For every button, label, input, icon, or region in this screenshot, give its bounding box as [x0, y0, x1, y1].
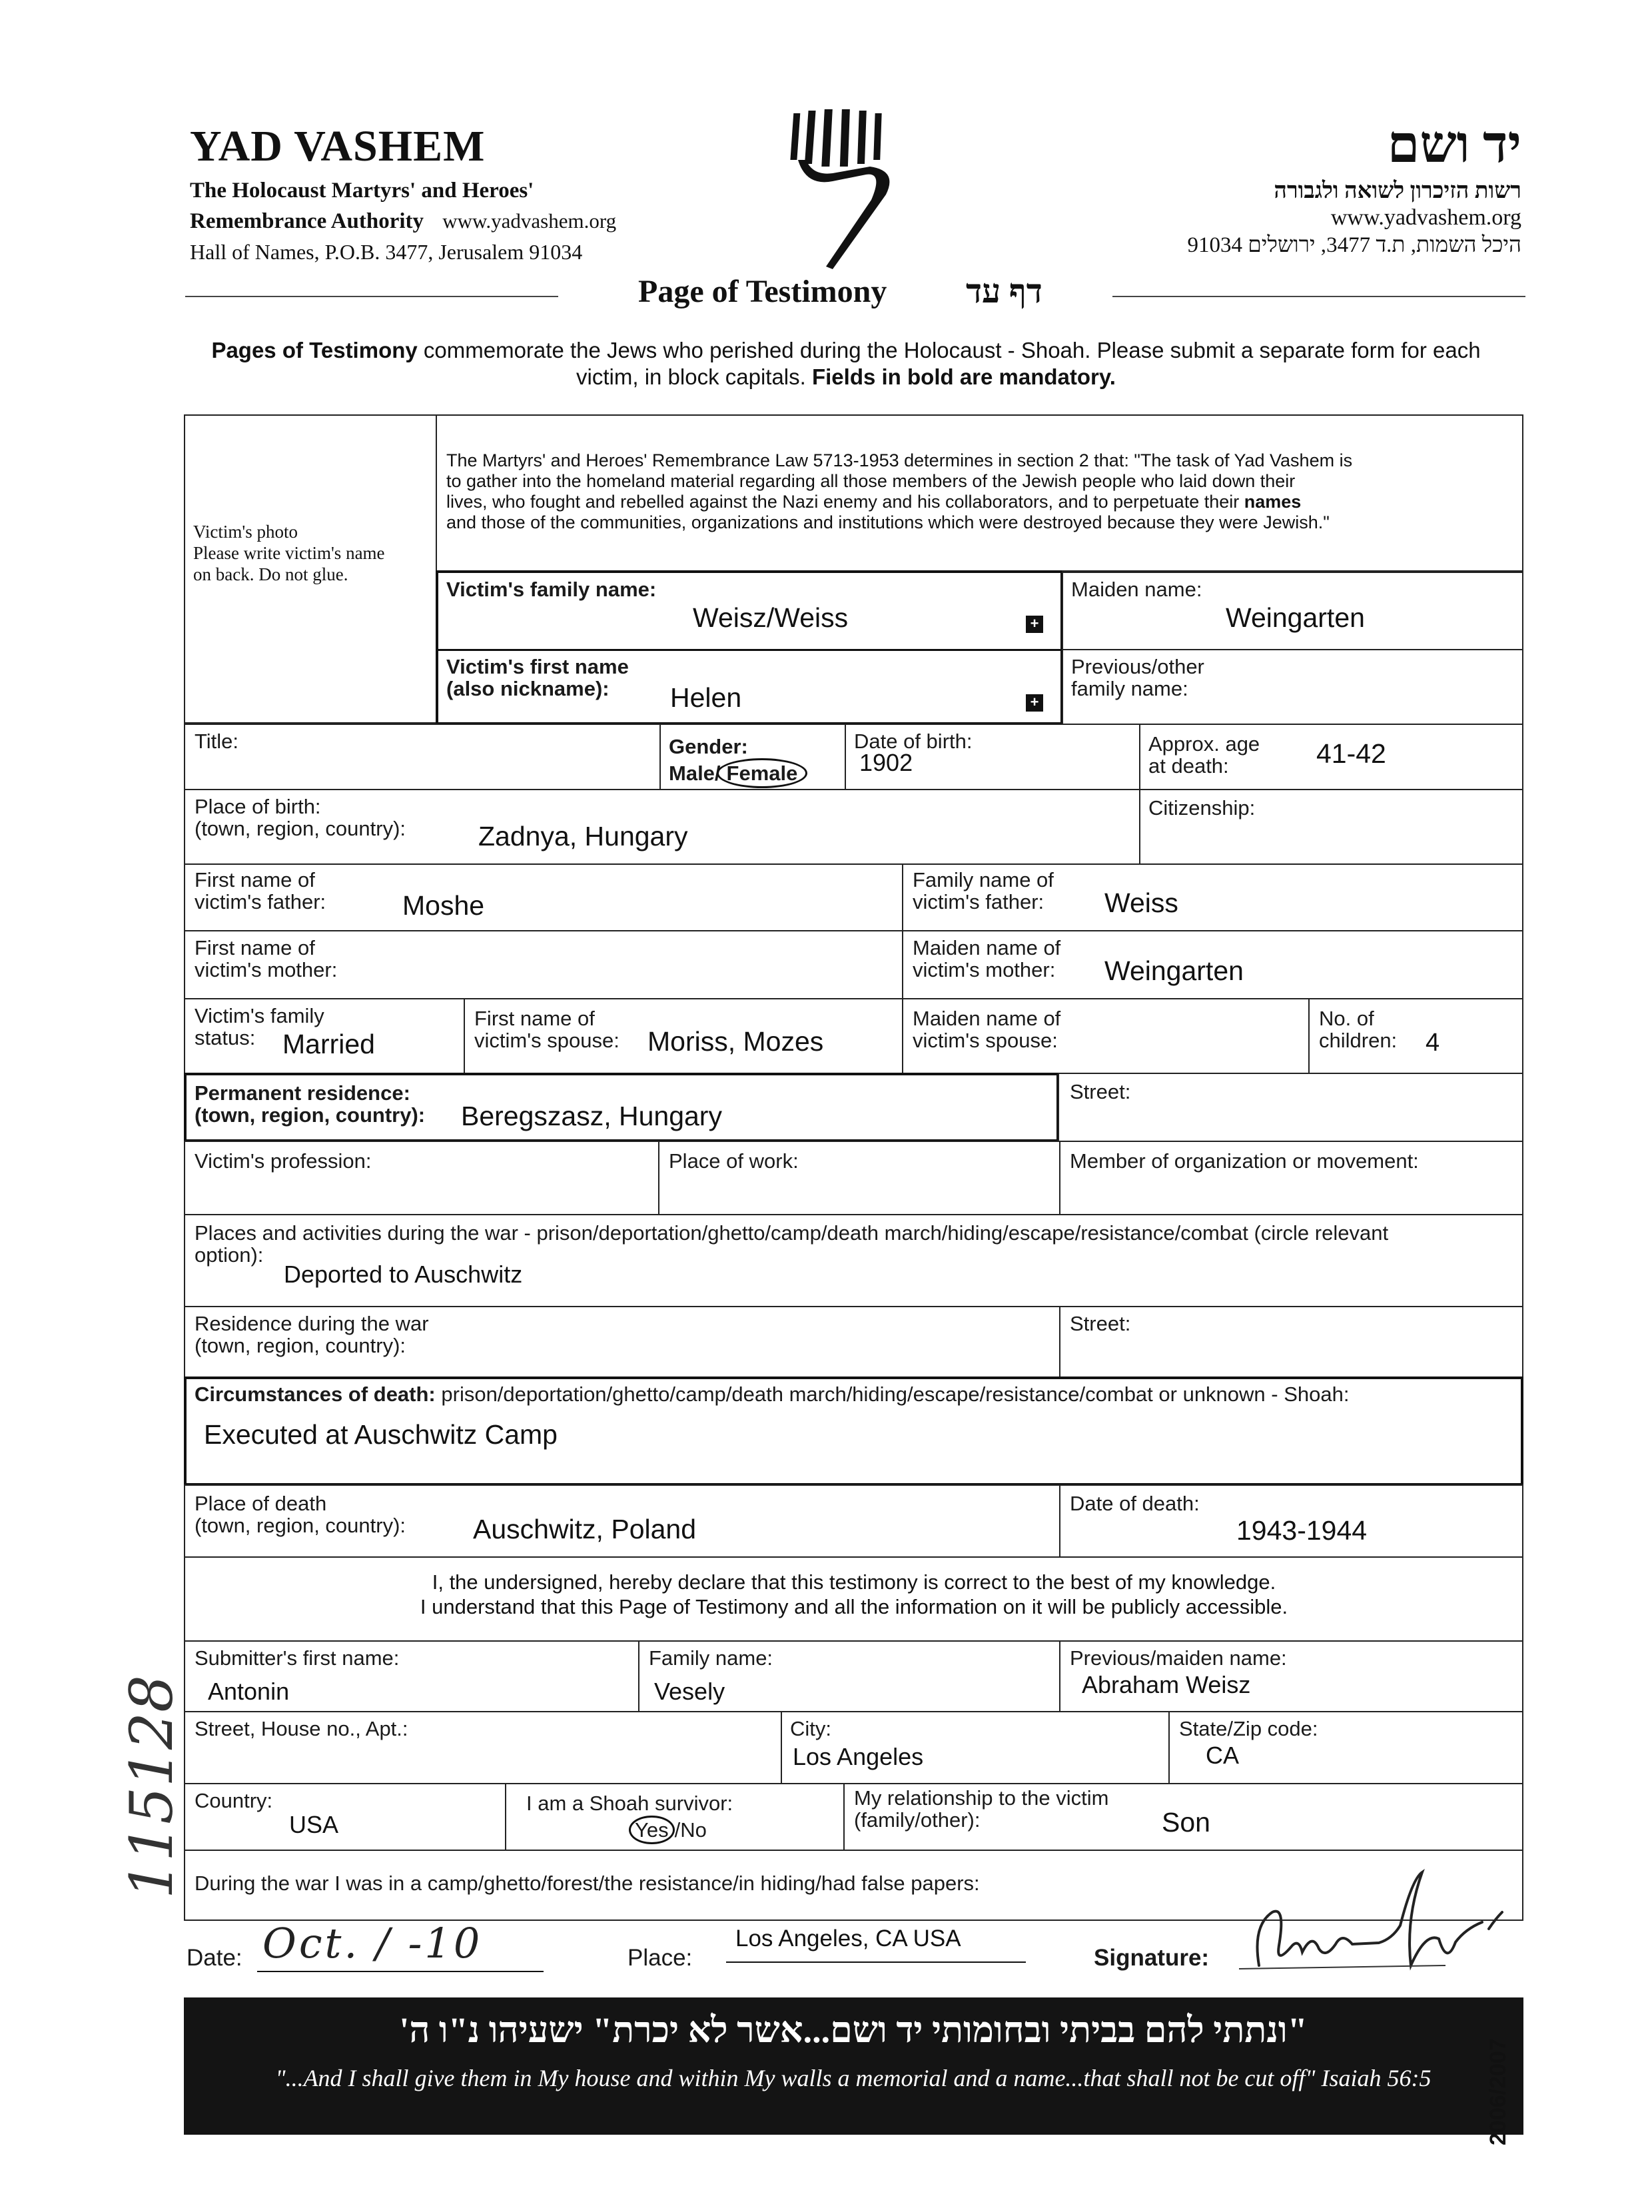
- survivor-yes[interactable]: Yes: [629, 1816, 675, 1844]
- residence-label: [195, 1082, 425, 1126]
- relationship-label: [854, 1787, 1108, 1831]
- gender-label-text: Gender:: [669, 735, 748, 758]
- mother-maiden-label1: Maiden name of: [913, 936, 1061, 959]
- family-status-label2: status:: [195, 1026, 256, 1049]
- submitter-street-label: Street, House no., Apt.:: [195, 1717, 408, 1740]
- war-places-label: [195, 1222, 1388, 1266]
- add-first-name-icon[interactable]: +: [1026, 694, 1043, 712]
- law-line4: and those of the communities, organizations and institutions which were destroyed because they were Jewish.": [446, 512, 1330, 532]
- org-address: Hall of Names, P.O.B. 3477, Jerusalem 91034: [190, 240, 583, 264]
- law-line3: [446, 492, 1512, 512]
- father-family-label2: victim's father:: [913, 890, 1044, 913]
- spouse-maiden-label2: victim's spouse:: [913, 1029, 1058, 1052]
- pod-label: [195, 1492, 406, 1536]
- survivor-label: I am a Shoah survivor:: [526, 1792, 733, 1815]
- death-circumstances-label-bold: Circumstances of death:: [195, 1382, 436, 1406]
- war-places-value: Deported to Auschwitz: [284, 1261, 523, 1288]
- father-first-value: Moshe: [402, 890, 485, 921]
- law-line3-text: lives, who fought and rebelled against the Nazi enemy and his collaborators, and to perpetuate their: [446, 492, 1244, 512]
- war-places-label1: Places and activities during the war - prison/deportation/ghetto/camp/death march/hiding/escape/resistance/combat (circle relevant: [195, 1221, 1389, 1245]
- age-label2: at death:: [1148, 754, 1229, 778]
- photo-instructions: [193, 521, 385, 585]
- father-family-label: [913, 869, 1054, 913]
- workplace-label: Place of work:: [669, 1149, 799, 1173]
- declaration-line2: I understand that this Page of Testimony and all the information on it will be publicly accessible.: [420, 1595, 1288, 1618]
- children-label1: No. of: [1319, 1007, 1374, 1030]
- maiden-name-label: Maiden name:: [1071, 578, 1202, 601]
- member-label: Member of organization or movement:: [1070, 1149, 1419, 1173]
- place-value: Los Angeles, CA USA: [735, 1926, 961, 1951]
- citizenship-label: Citizenship:: [1148, 796, 1256, 820]
- org-line2-text: Remembrance Authority: [190, 209, 424, 233]
- place-underline: [726, 1961, 1026, 1963]
- first-name-value: Helen: [670, 682, 742, 713]
- declaration-line1: I, the undersigned, hereby declare that this testimony is correct to the best of my knowledge.: [432, 1570, 1276, 1594]
- war-places-label2: option):: [195, 1243, 264, 1267]
- pob-label2: (town, region, country):: [195, 817, 406, 840]
- death-circumstances-value: Executed at Auschwitz Camp: [204, 1419, 558, 1450]
- submitter-first-label: Submitter's first name:: [195, 1646, 400, 1670]
- family-name-label-text: Victim's family name:: [446, 578, 657, 601]
- spouse-maiden-label: [913, 1007, 1060, 1051]
- mother-first-label1: First name of: [195, 936, 315, 959]
- pod-value: Auschwitz, Poland: [473, 1514, 697, 1544]
- intro-line1-rest: commemorate the Jews who perished during the Holocaust - Shoah. Please submit a separate form for each: [417, 338, 1481, 362]
- photo-line1: Victim's photo: [193, 522, 298, 542]
- photo-line3: on back. Do not glue.: [193, 564, 348, 584]
- title-label: Title:: [195, 730, 239, 753]
- age-label1: Approx. age: [1148, 732, 1260, 756]
- dod-label: Date of death:: [1070, 1492, 1200, 1515]
- mother-maiden-label2: victim's mother:: [913, 958, 1056, 981]
- header-rule-left: [185, 296, 558, 297]
- intro-line1: [133, 337, 1559, 364]
- family-status-label1: Victim's family: [195, 1004, 324, 1027]
- hebrew-org-line1: רשות הזיכרון לשואה ולגבורה: [1274, 179, 1521, 203]
- submitter-prev-label: Previous/maiden name:: [1070, 1646, 1287, 1670]
- add-family-name-icon[interactable]: +: [1026, 616, 1043, 633]
- hebrew-org-name: יד ושם: [1387, 115, 1521, 173]
- photo-line2: Please write victim's name: [193, 543, 385, 563]
- children-value: 4: [1426, 1029, 1440, 1057]
- dod-value: 1943-1944: [1236, 1515, 1368, 1546]
- date-underline: [257, 1971, 544, 1972]
- survivor-options: [629, 1819, 707, 1841]
- family-first-divider: [437, 649, 1062, 651]
- pob-label: [195, 796, 406, 839]
- death-circumstances-label: [195, 1383, 1349, 1405]
- family-name-label: [446, 578, 656, 600]
- submitter-war-status-label: During the war I was in a camp/ghetto/forest/the resistance/in hiding/had false papers:: [195, 1872, 980, 1895]
- family-status-value: Married: [282, 1029, 375, 1059]
- age-value: 41-42: [1316, 738, 1386, 769]
- intro-mandatory: Fields in bold are mandatory.: [811, 364, 1116, 389]
- spouse-first-value: Moriss, Mozes: [647, 1026, 824, 1057]
- org-line1: The Holocaust Martyrs' and Heroes': [190, 179, 534, 203]
- header-rule-right: [1112, 296, 1525, 297]
- family-name-value: Weisz/Weiss: [693, 602, 849, 633]
- form-title-hebrew: דף עד: [966, 273, 1042, 310]
- relationship-value: Son: [1162, 1807, 1210, 1838]
- intro-lead: Pages of Testimony: [211, 338, 418, 362]
- pob-label1: Place of birth:: [195, 795, 321, 818]
- war-street-label: Street:: [1070, 1312, 1131, 1335]
- submitter-city-label: City:: [790, 1717, 831, 1740]
- submitter-city-value: Los Angeles: [793, 1743, 924, 1770]
- law-line1: The Martyrs' and Heroes' Remembrance Law 5713-1953 determines in section 2 that: "The task of Yad Vashem is: [446, 450, 1353, 470]
- mother-maiden-label: [913, 937, 1060, 981]
- first-name-label2: (also nickname):: [446, 677, 610, 700]
- father-first-label: [195, 869, 326, 913]
- date-label: Date:: [187, 1945, 242, 1971]
- org-name: YAD VASHEM: [190, 122, 486, 171]
- submitter-prev-value: Abraham Weisz: [1082, 1671, 1251, 1698]
- residence-value: Beregszasz, Hungary: [461, 1101, 722, 1131]
- org-line2: [190, 209, 616, 234]
- age-label: [1148, 733, 1260, 777]
- declaration-text: [187, 1570, 1521, 1619]
- hebrew-address: היכל השמות, ת.ד 3477, ירושלים 91034: [1187, 233, 1521, 257]
- law-line2: to gather into the homeland material regarding all those members of the Jewish people who laid down their: [446, 471, 1296, 491]
- dob-label: Date of birth:: [854, 730, 973, 753]
- father-family-label1: Family name of: [913, 868, 1054, 891]
- form-title: Page of Testimony: [638, 274, 887, 309]
- street-label: Street:: [1070, 1080, 1131, 1103]
- pob-value: Zadnya, Hungary: [478, 821, 688, 851]
- spouse-maiden-label1: Maiden name of: [913, 1007, 1061, 1030]
- residence-label1: Permanent residence:: [195, 1081, 410, 1105]
- first-name-label: [446, 656, 629, 700]
- form-version: 2006/2007: [1485, 2038, 1511, 2145]
- title-field[interactable]: [184, 724, 661, 790]
- children-label2: children:: [1319, 1029, 1398, 1052]
- children-label: [1319, 1007, 1397, 1051]
- previous-name-label2: family name:: [1071, 677, 1188, 700]
- place-label: Place:: [627, 1945, 693, 1971]
- mother-maiden-value: Weingarten: [1104, 955, 1244, 986]
- footer-english-quote: "...And I shall give them in My house and within My walls a memorial and a name...that shall not be cut off" Isaiah 56:5: [275, 2065, 1432, 2091]
- spouse-first-label: [474, 1007, 620, 1051]
- relationship-label2: (family/other):: [854, 1808, 981, 1832]
- previous-name-label: [1071, 656, 1204, 700]
- date-value: Oct. / -10: [262, 1919, 483, 1967]
- submitter-state-value: CA: [1206, 1742, 1240, 1769]
- law-names-bold: names: [1244, 492, 1302, 512]
- gender-label: [669, 736, 748, 758]
- intro-line2: [133, 364, 1559, 390]
- gender-male[interactable]: Male/: [669, 762, 721, 785]
- previous-name-label1: Previous/other: [1071, 655, 1204, 678]
- father-first-label1: First name of: [195, 868, 315, 891]
- org-website: www.yadvashem.org: [442, 209, 617, 233]
- submitter-country-value: USA: [289, 1811, 339, 1838]
- pod-label1: Place of death: [195, 1492, 327, 1515]
- pod-label2: (town, region, country):: [195, 1514, 406, 1537]
- submitter-country-label: Country:: [195, 1789, 273, 1812]
- maiden-name-value: Weingarten: [1226, 602, 1365, 633]
- margin-handwritten-number: 115128: [117, 1675, 186, 1899]
- war-residence-label: [195, 1313, 429, 1357]
- spouse-first-label2: victim's spouse:: [474, 1029, 620, 1052]
- residence-label2: (town, region, country):: [195, 1103, 426, 1127]
- submitter-state-label: State/Zip code:: [1179, 1717, 1318, 1740]
- yad-vashem-logo-icon: [786, 107, 899, 273]
- dob-value: 1902: [859, 749, 913, 776]
- law-text: [446, 450, 1512, 533]
- hebrew-website: www.yadvashem.org: [1330, 205, 1521, 230]
- submitter-first-value: Antonin: [208, 1678, 290, 1705]
- signature-label-text: Signature:: [1094, 1945, 1210, 1971]
- submitter-family-value: Vesely: [654, 1678, 725, 1705]
- war-residence-label2: (town, region, country):: [195, 1334, 406, 1357]
- father-first-label2: victim's father:: [195, 890, 326, 913]
- mother-first-label2: victim's mother:: [195, 958, 338, 981]
- relationship-label1: My relationship to the victim: [854, 1786, 1109, 1810]
- intro-line2-start: victim, in block capitals.: [576, 364, 812, 389]
- first-name-label1: Victim's first name: [446, 655, 629, 678]
- survivor-no[interactable]: /No: [674, 1818, 707, 1842]
- gender-female[interactable]: Female: [717, 758, 808, 788]
- father-family-value: Weiss: [1104, 887, 1178, 918]
- profession-label: Victim's profession:: [195, 1149, 372, 1173]
- signature-image: [1226, 1866, 1505, 1985]
- intro-text: [133, 337, 1559, 390]
- mother-first-label: [195, 937, 337, 981]
- footer-hebrew-quote: "ונתתי להם בביתי ובחומותי יד ושם...אשר לא יכרת" ישעיהו נ"ו ה': [399, 2010, 1308, 2050]
- gender-options: [669, 762, 807, 784]
- war-residence-label1: Residence during the war: [195, 1312, 429, 1335]
- death-circumstances-label-rest: prison/deportation/ghetto/camp/death march/hiding/escape/resistance/combat or unknown - Shoah:: [435, 1382, 1350, 1406]
- signature-label: [1094, 1947, 1209, 1969]
- submitter-family-label: Family name:: [649, 1646, 773, 1670]
- spouse-first-label1: First name of: [474, 1007, 595, 1030]
